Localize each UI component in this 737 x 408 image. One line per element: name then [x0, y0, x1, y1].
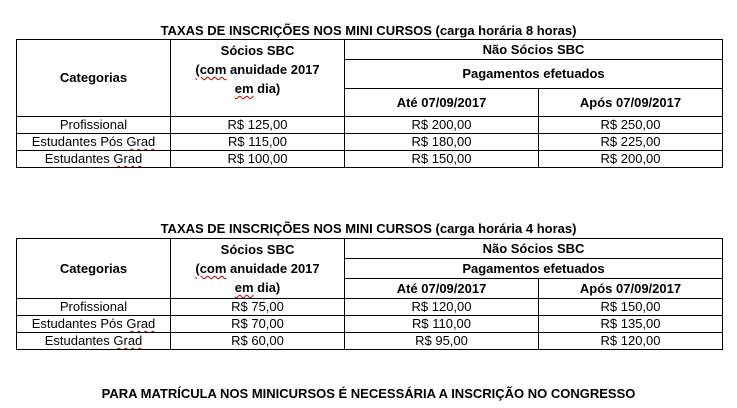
header-nao-socios: Não Sócios SBC	[345, 40, 723, 60]
table-row	[17, 316, 723, 333]
apos-price: R$ 120,00	[539, 333, 723, 350]
table-row	[17, 117, 723, 134]
ate-price: R$ 150,00	[345, 151, 539, 168]
table-row	[17, 151, 723, 168]
header-ate: Até 07/09/2017	[345, 89, 539, 117]
apos-price: R$ 200,00	[539, 151, 723, 168]
ate-price: R$ 120,00	[345, 299, 539, 316]
ate-price: R$ 200,00	[345, 117, 539, 134]
socio-price: R$ 75,00	[171, 299, 345, 316]
header-apos: Após 07/09/2017	[539, 89, 723, 117]
category-cell: Estudantes Grad	[17, 151, 171, 168]
socio-price: R$ 115,00	[171, 134, 345, 151]
category-cell: Estudantes Grad	[17, 333, 171, 350]
category-cell: Profissional	[17, 117, 171, 134]
header-socios: Sócios SBC (com anuidade 2017 em dia)	[171, 239, 345, 299]
header-pagamentos: Pagamentos efetuados	[345, 259, 723, 279]
ate-price: R$ 110,00	[345, 316, 539, 333]
category-cell: Estudantes Pós Grad	[17, 134, 171, 151]
header-ate: Até 07/09/2017	[345, 279, 539, 299]
socio-price: R$ 100,00	[171, 151, 345, 168]
socio-price: R$ 60,00	[171, 333, 345, 350]
apos-price: R$ 225,00	[539, 134, 723, 151]
header-apos: Após 07/09/2017	[539, 279, 723, 299]
apos-price: R$ 135,00	[539, 316, 723, 333]
table-title: TAXAS DE INSCRIÇÕES NOS MINI CURSOS (carga horária 4 horas)	[160, 221, 577, 236]
category-cell: Estudantes Pós Grad	[17, 316, 171, 333]
table-row	[17, 299, 723, 316]
table-row	[17, 333, 723, 350]
table-title: TAXAS DE INSCRIÇÕES NOS MINI CURSOS (carga horária 8 horas)	[160, 23, 577, 38]
table-row	[17, 134, 723, 151]
apos-price: R$ 150,00	[539, 299, 723, 316]
header-pagamentos: Pagamentos efetuados	[345, 60, 723, 89]
header-categorias: Categorias	[17, 40, 171, 117]
ate-price: R$ 95,00	[345, 333, 539, 350]
socio-price: R$ 70,00	[171, 316, 345, 333]
header-categorias: Categorias	[17, 239, 171, 299]
registration-note: PARA MATRÍCULA NOS MINICURSOS É NECESSÁRIA A INSCRIÇÃO NO CONGRESSO	[101, 386, 636, 401]
category-cell: Profissional	[17, 299, 171, 316]
ate-price: R$ 180,00	[345, 134, 539, 151]
header-socios: Sócios SBC (com anuidade 2017 em dia)	[171, 40, 345, 117]
header-nao-socios: Não Sócios SBC	[345, 239, 723, 259]
apos-price: R$ 250,00	[539, 117, 723, 134]
fees-table-8h	[16, 39, 723, 168]
socio-price: R$ 125,00	[171, 117, 345, 134]
fees-table-4h	[16, 238, 723, 350]
